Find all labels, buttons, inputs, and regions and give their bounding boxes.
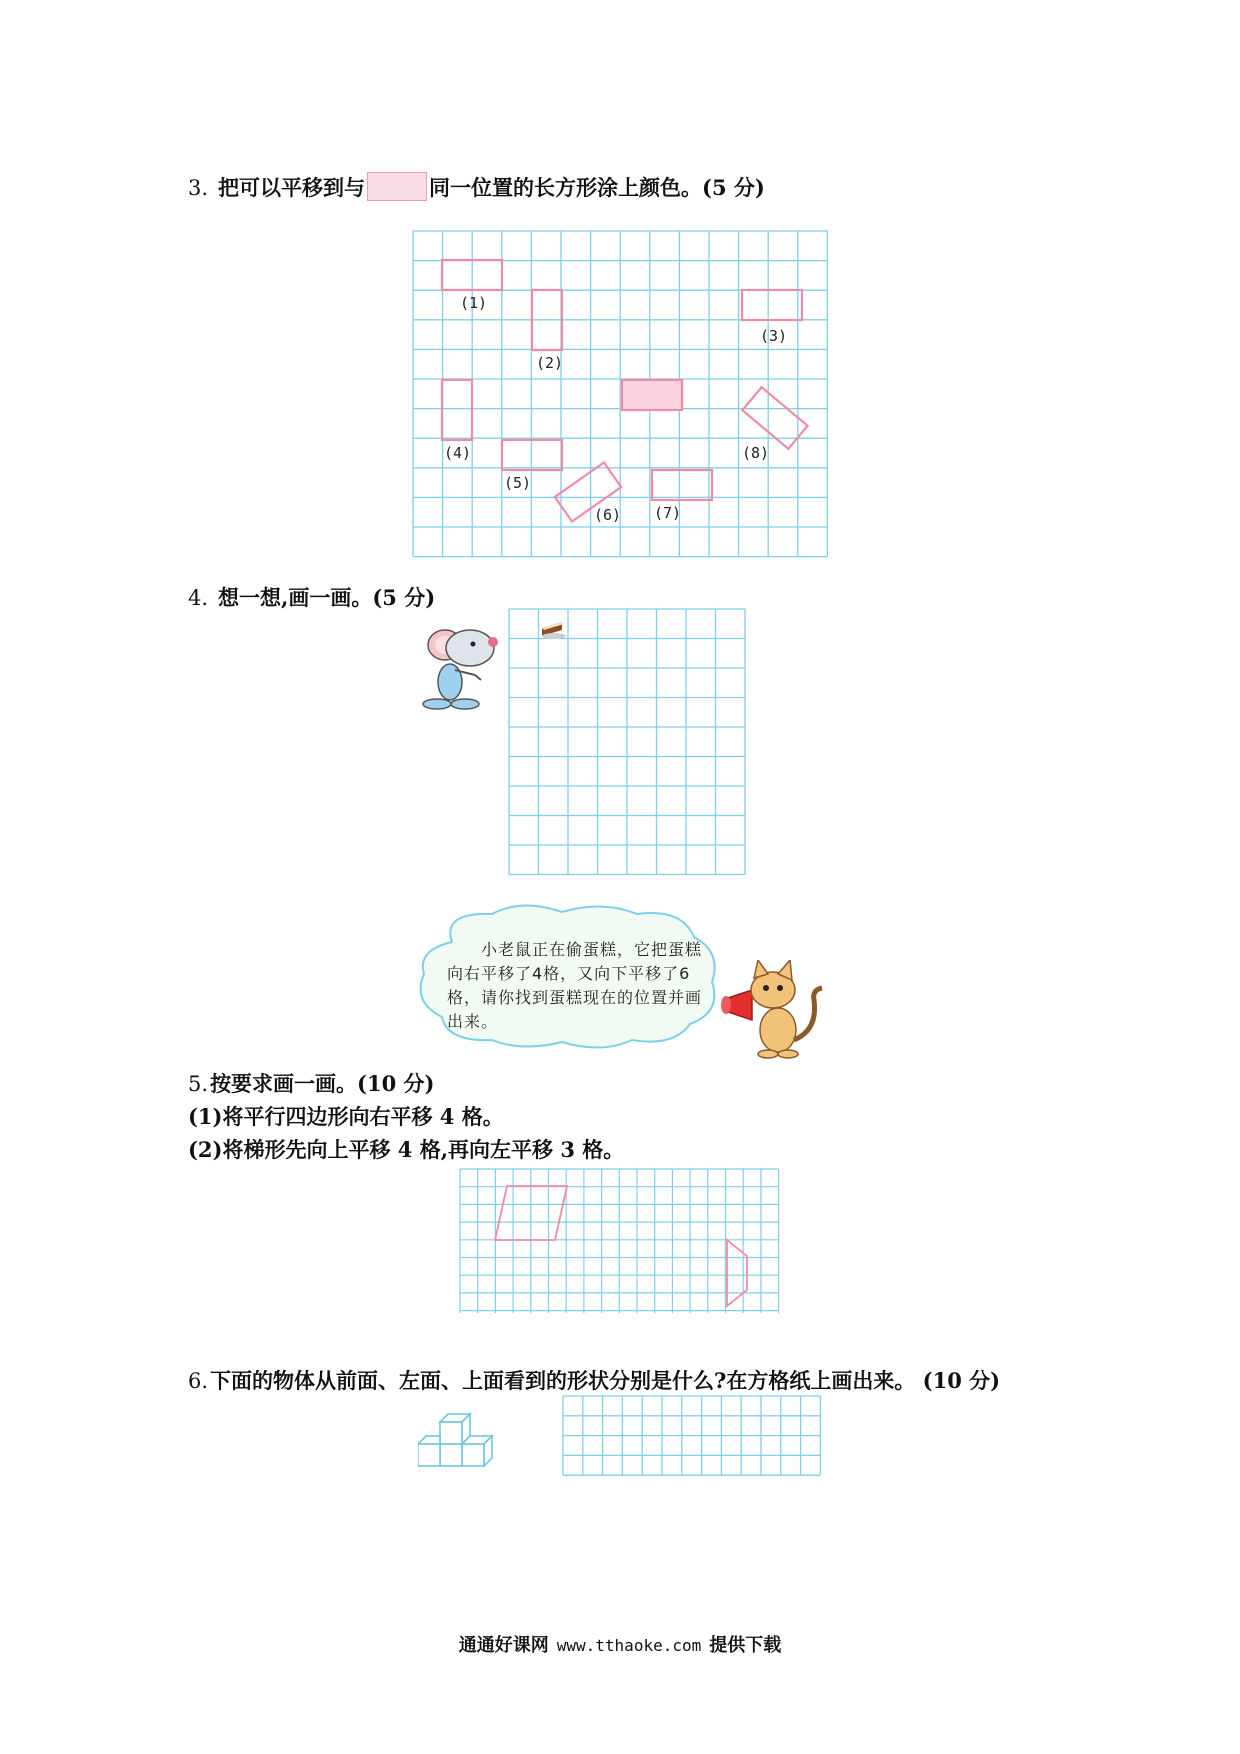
q3-number: 3. — [188, 176, 209, 200]
q6-grid — [562, 1395, 821, 1485]
q6-title — [188, 1365, 1000, 1395]
q5-number: 5. — [188, 1072, 209, 1096]
footer — [0, 1631, 1240, 1657]
q3-rect-target — [622, 380, 682, 410]
q4-title-text: 想一想,画一画。(5 分) — [218, 585, 436, 610]
q3-rect-7[interactable] — [652, 470, 712, 500]
q5-title — [188, 1068, 434, 1098]
q4-title — [188, 582, 435, 612]
q6-title-text: 下面的物体从前面、左面、上面看到的形状分别是什么?在方格纸上画出来。 (10 分) — [210, 1368, 1001, 1393]
q5-grid — [459, 1168, 780, 1313]
q5-line-2: (2)将梯形先向上平移 4 格,再向左平移 3 格。 — [188, 1137, 625, 1162]
mouse-illustration — [415, 620, 515, 710]
q3-label-8: (8) — [742, 444, 770, 462]
cake-icon — [542, 622, 566, 639]
bubble-text: 小老鼠正在偷蛋糕，它把蛋糕向右平移了4格，又向下平移了6格，请你找到蛋糕现在的位置并画出来。 — [447, 940, 703, 1031]
footer-url[interactable]: www.tthaoke.com — [556, 1636, 702, 1655]
q3-text-after: 同一位置的长方形涂上颜色。(5 分) — [429, 175, 765, 200]
q5-title-text: 按要求画一画。(10 分) — [210, 1071, 435, 1096]
q3-label-2: (2) — [536, 354, 564, 372]
q3-label-4: (4) — [444, 444, 472, 462]
cube-stack-figure — [418, 1410, 504, 1474]
q3-label-7: (7) — [654, 504, 682, 522]
q3-label-3: (3) — [760, 327, 788, 345]
footer-suffix: 提供下载 — [709, 1635, 782, 1656]
footer-site: 通通好课网 — [458, 1635, 549, 1656]
q4-number: 4. — [188, 586, 209, 610]
q4-grid — [508, 608, 747, 876]
q3-rect-4[interactable] — [442, 380, 472, 440]
q3-label-1: (1) — [460, 294, 488, 312]
q5-line-1: (1)将平行四边形向右平移 4 格。 — [188, 1104, 504, 1129]
q3-rect-3[interactable] — [742, 290, 802, 320]
q3-label-6: (6) — [594, 506, 622, 524]
q3-grid — [412, 230, 828, 558]
q3-text-before: 把可以平移到与 — [218, 175, 366, 200]
q3-target-swatch — [367, 172, 427, 201]
cat-illustration — [718, 960, 828, 1060]
q3-title — [188, 172, 765, 202]
trapezoid-shape[interactable] — [727, 1240, 747, 1306]
q3-label-5: (5) — [504, 474, 532, 492]
q6-number: 6. — [188, 1369, 209, 1393]
